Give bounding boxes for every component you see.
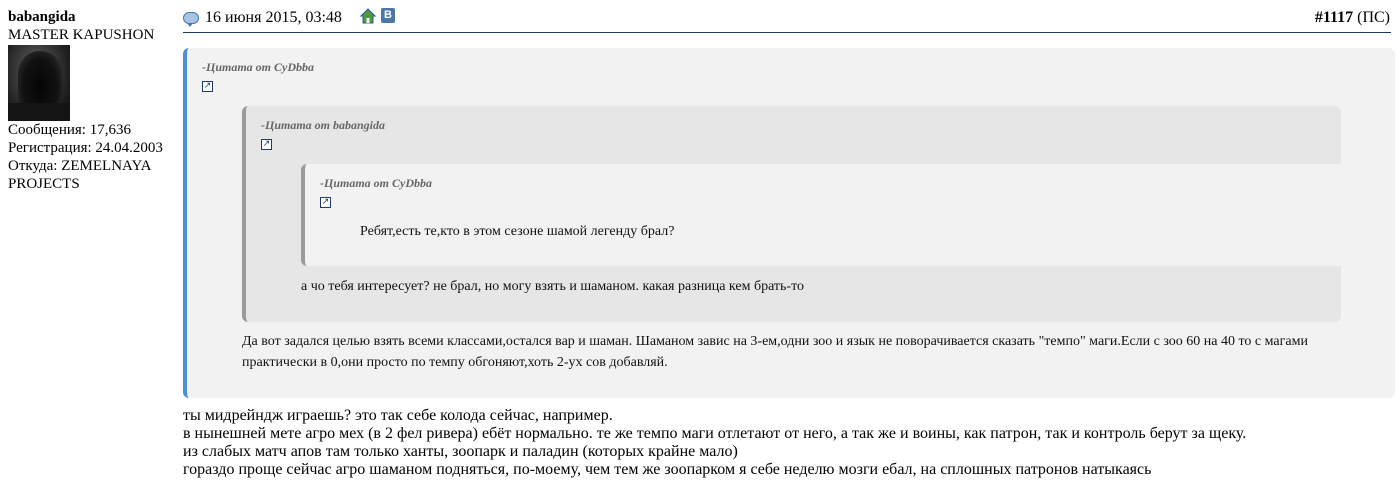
post-date [183,9,342,27]
post-body-line: гораздо проще сейчас агро шаманом подняться, по-моему, чем тем же зоопарком я себе неделю мозги ебал, на сплошных патронов натыкаясь [183,461,1152,478]
author-registration: Регистрация: 24.04.2003 [8,140,163,156]
quote-middle-title: -Цитата от babangida [261,118,386,132]
author-posts-count: Сообщения: 17,636 [8,122,131,138]
post-date-text: 16 июня 2015, 03:48 [205,9,342,26]
quote-outer-text: Да вот задался целью взять всеми классами,остался вар и шаман. Шаманом завис на 3-ем,одни зоо и язык не поворачивается сказать "темпо" маги.Если с зоо 60 на 40 то с магами практически в 0,они просто по темпу обгоняют,хоть 2-ух сов добавляй. [242,334,1308,370]
post-header [183,8,1391,33]
post-author [8,8,180,193]
quote-outer-link-icon[interactable]: ↗ [203,81,212,91]
author-location-line-1: Откуда: ZEMELNAYA [8,158,152,174]
author-title: MASTER KAPUSHON [8,27,155,43]
quote-inner-title: -Цитата от CyDbba [320,176,433,190]
post-body [183,407,1383,479]
avatar[interactable] [8,45,70,121]
post-number [1315,9,1390,27]
quote-outer-title: -Цитата от CyDbba [202,60,315,74]
author-username[interactable]: babangida [8,9,76,25]
post-body-line: в нынешней мете агро мех (в 2 фел ривера) ебёт нормально. те же темпо маги отлетают от него, а так же и воины, как патрон, так и контроль берут за щеку. [183,425,1247,442]
post-pm-link[interactable]: (ПС) [1357,9,1390,26]
vk-share-icon[interactable]: В [381,8,395,23]
quote-middle-text: а чо тебя интересует? не брал, но могу взять и шаманом. какая разница кем брать-то [301,279,805,294]
quote-inner-link-icon[interactable]: ↗ [321,197,330,207]
post-bubble-icon [183,12,199,24]
post-body-line: ты мидрейндж играешь? это так себе колода сейчас, например. [183,407,613,424]
hooded-figure-avatar-icon [18,51,62,111]
post-number-link[interactable]: #1117 [1314,9,1354,26]
home-icon[interactable] [360,8,376,24]
quote-inner-text: Ребят,есть те,кто в этом сезоне шамой легенду брал? [360,224,675,239]
post-body-line: из слабых матч апов там только ханты, зоопарк и паладин (которых крайне мало) [183,443,738,460]
quote-inner [301,164,1341,266]
author-location [8,157,180,193]
author-location-line-2: PROJECTS [8,176,80,192]
quote-middle-link-icon[interactable]: ↗ [262,139,271,149]
